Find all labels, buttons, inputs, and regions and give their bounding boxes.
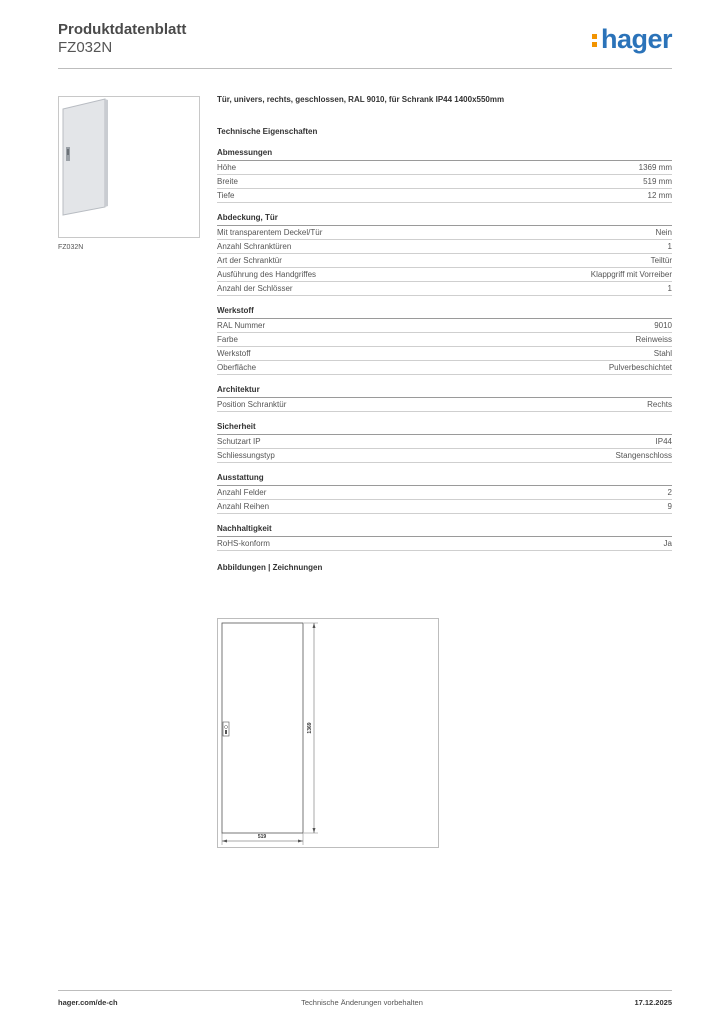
property-group — [217, 148, 672, 203]
property-row — [217, 398, 672, 412]
header-divider — [58, 68, 672, 69]
technical-drawing — [217, 618, 439, 848]
product-data-section — [217, 95, 672, 572]
property-row — [217, 486, 672, 500]
height-dimension-label: 1369 — [307, 722, 313, 734]
property-value: 9 — [667, 502, 672, 511]
property-row — [217, 161, 672, 175]
property-value: Klappgriff mit Vorreiber — [590, 270, 672, 279]
hager-logo[interactable] — [592, 24, 672, 54]
document-header — [58, 21, 186, 57]
property-group — [217, 213, 672, 296]
property-label: Mit transparentem Deckel/Tür — [217, 228, 323, 237]
property-label: Höhe — [217, 163, 237, 172]
property-row — [217, 500, 672, 514]
group-title: Abdeckung, Tür — [217, 213, 672, 226]
property-row — [217, 226, 672, 240]
footer-website-link[interactable]: hager.com/de-ch — [58, 998, 118, 1007]
property-label: Werkstoff — [217, 349, 251, 358]
property-row — [217, 254, 672, 268]
group-title: Sicherheit — [217, 422, 672, 435]
property-value: Ja — [663, 539, 672, 548]
drawings-heading: Abbildungen | Zeichnungen — [217, 563, 323, 572]
property-value: 1 — [667, 242, 672, 251]
property-group — [217, 524, 672, 551]
door-thumbnail-icon — [59, 97, 201, 239]
property-label: Position Schranktür — [217, 400, 287, 409]
property-row — [217, 175, 672, 189]
property-row — [217, 282, 672, 296]
property-row — [217, 361, 672, 375]
property-label: Anzahl Felder — [217, 488, 267, 497]
property-value: IP44 — [655, 437, 672, 446]
property-label: Anzahl Reihen — [217, 502, 270, 511]
property-group — [217, 473, 672, 514]
property-label: Ausführung des Handgriffes — [217, 270, 317, 279]
group-title: Architektur — [217, 385, 672, 398]
property-label: Anzahl Schranktüren — [217, 242, 292, 251]
property-row — [217, 240, 672, 254]
property-row — [217, 449, 672, 463]
property-label: Schliessungstyp — [217, 451, 275, 460]
logo-colon-icon — [592, 31, 599, 50]
width-dimension-label: 519 — [257, 834, 267, 840]
property-group — [217, 422, 672, 463]
property-value: Nein — [655, 228, 672, 237]
property-value: 2 — [667, 488, 672, 497]
group-title: Abmessungen — [217, 148, 672, 161]
property-label: Anzahl der Schlösser — [217, 284, 293, 293]
property-row — [217, 333, 672, 347]
property-row — [217, 435, 672, 449]
document-title: Produktdatenblatt — [58, 21, 187, 38]
property-row — [217, 268, 672, 282]
footer-disclaimer: Technische Änderungen vorbehalten — [301, 998, 423, 1007]
property-value: Reinweiss — [635, 335, 672, 344]
technical-heading: Technische Eigenschaften — [217, 127, 318, 136]
product-code: FZ032N — [58, 39, 113, 56]
property-row — [217, 319, 672, 333]
group-title: Ausstattung — [217, 473, 672, 486]
property-value: 12 mm — [647, 191, 672, 200]
group-title: Werkstoff — [217, 306, 672, 319]
property-row — [217, 189, 672, 203]
property-label: Farbe — [217, 335, 238, 344]
footer-date: 17.12.2025 — [634, 998, 672, 1007]
group-title: Nachhaltigkeit — [217, 524, 672, 537]
property-value: Pulverbeschichtet — [608, 363, 672, 372]
property-label: Art der Schranktür — [217, 256, 282, 265]
property-value: Stangenschloss — [615, 451, 672, 460]
property-label: Oberfläche — [217, 363, 257, 372]
property-groups — [217, 148, 672, 551]
property-label: RoHS-konform — [217, 539, 270, 548]
property-label: Tiefe — [217, 191, 235, 200]
logo-text: hager — [600, 24, 672, 54]
door-drawing-icon — [218, 619, 440, 849]
property-row — [217, 347, 672, 361]
property-label: Schutzart IP — [217, 437, 261, 446]
property-group — [217, 385, 672, 412]
property-value: 1369 mm — [638, 163, 672, 172]
property-value: Rechts — [647, 400, 672, 409]
property-label: RAL Nummer — [217, 321, 266, 330]
property-group — [217, 306, 672, 375]
property-value: 519 mm — [643, 177, 672, 186]
image-caption: FZ032N — [58, 244, 84, 251]
property-value: Teiltür — [650, 256, 672, 265]
property-value: Stahl — [653, 349, 672, 358]
footer-divider — [58, 990, 672, 991]
property-label: Breite — [217, 177, 238, 186]
product-image — [58, 96, 200, 238]
property-value: 9010 — [654, 321, 672, 330]
property-row — [217, 537, 672, 551]
product-description: Tür, univers, rechts, geschlossen, RAL 9010, für Schrank IP44 1400x550mm — [217, 95, 505, 104]
property-value: 1 — [667, 284, 672, 293]
